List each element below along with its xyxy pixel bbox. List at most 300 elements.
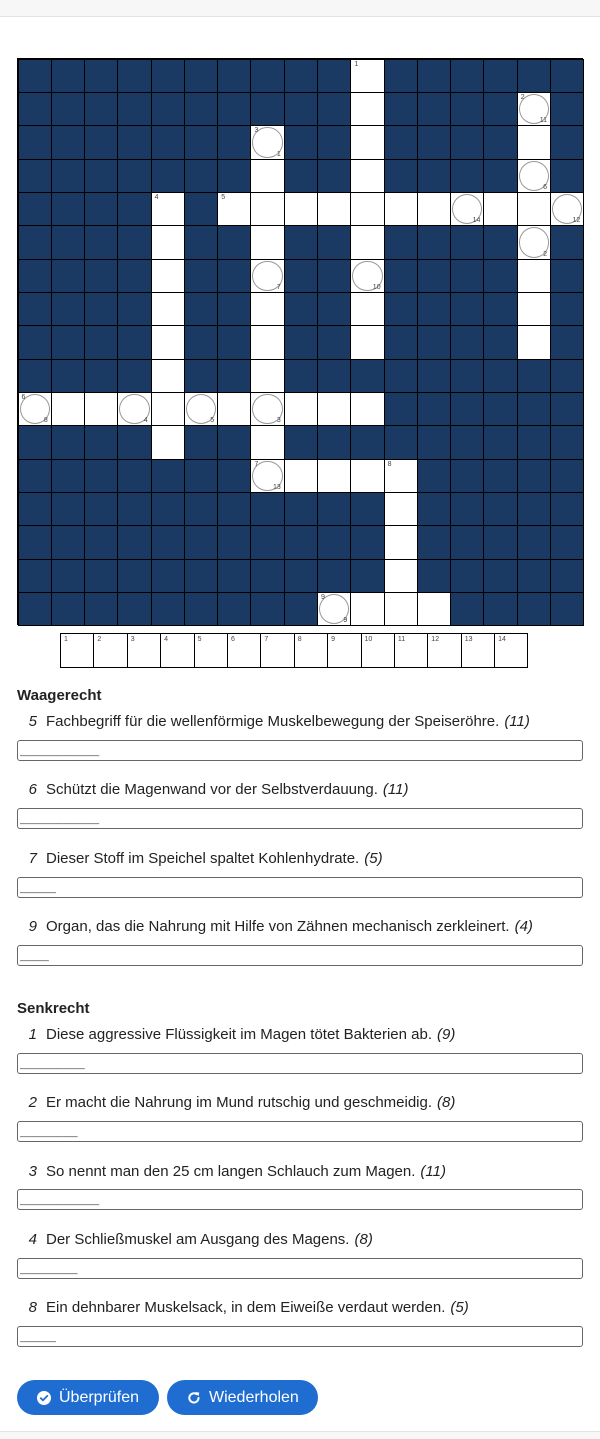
grid-block [51, 559, 85, 593]
solution-index: 7 [276, 283, 281, 291]
grid-block [350, 559, 384, 593]
solution-box[interactable] [160, 633, 194, 668]
grid-block [51, 292, 85, 326]
solution-index: 3 [276, 417, 281, 425]
check-button[interactable] [17, 1380, 159, 1415]
grid-cell[interactable] [517, 192, 551, 226]
clue-number-label: 1 [354, 60, 359, 68]
grid-block [117, 359, 151, 393]
grid-cell[interactable] [250, 159, 284, 193]
grid-block [284, 525, 318, 559]
grid-block [117, 192, 151, 226]
solution-index: 12 [572, 217, 581, 225]
grid-cell[interactable] [384, 192, 418, 226]
grid-cell[interactable] [151, 292, 185, 326]
grid-cell[interactable] [350, 125, 384, 159]
grid-block [550, 325, 584, 359]
clue-number: 2 [28, 1094, 37, 1111]
solution-index: 6 [543, 183, 547, 191]
grid-block [483, 392, 517, 426]
clue-across-9 [17, 918, 583, 935]
solution-index: 11 [539, 117, 547, 125]
clue-down-3 [17, 1163, 583, 1180]
grid-block [417, 425, 451, 459]
clue-text: Der Schließmuskel am Ausgang des Magens. [46, 1231, 350, 1248]
grid-block [450, 92, 484, 126]
solution-index: 5 [210, 417, 215, 425]
grid-block [417, 559, 451, 593]
grid-cell[interactable] [250, 459, 284, 493]
grid-cell[interactable] [317, 192, 351, 226]
grid-cell[interactable] [350, 592, 384, 626]
grid-block [450, 492, 484, 526]
grid-cell[interactable] [350, 159, 384, 193]
answer-input-down-8[interactable]: _____ [17, 1326, 583, 1347]
grid-block [417, 525, 451, 559]
grid-block [317, 325, 351, 359]
grid-block [217, 592, 251, 626]
grid-block [184, 425, 218, 459]
solution-box-number: 14 [498, 636, 506, 643]
grid-block [151, 525, 185, 559]
solution-index: 2 [543, 250, 547, 258]
clue-down-4 [17, 1231, 583, 1248]
grid-cell[interactable] [350, 225, 384, 259]
retry-button[interactable] [167, 1380, 318, 1415]
check-circle-icon [37, 1391, 51, 1405]
clue-number: 4 [28, 1231, 37, 1248]
grid-block [483, 125, 517, 159]
answer-input-across-9[interactable]: ____ [17, 945, 583, 966]
solution-box[interactable] [361, 633, 395, 668]
grid-block [217, 525, 251, 559]
grid-block [217, 325, 251, 359]
solution-box-number: 13 [464, 636, 473, 643]
grid-block [250, 59, 284, 93]
grid-block [84, 225, 118, 259]
grid-cell[interactable] [217, 192, 251, 226]
grid-cell[interactable] [151, 392, 185, 426]
grid-cell[interactable] [250, 425, 284, 459]
grid-block [217, 259, 251, 293]
grid-block [284, 592, 318, 626]
grid-cell[interactable] [151, 425, 185, 459]
solution-index: 9 [343, 617, 348, 625]
answer-input-down-1[interactable]: _________ [17, 1053, 583, 1074]
clue-number: 8 [28, 1299, 37, 1316]
grid-block [517, 492, 551, 526]
grid-block [184, 459, 218, 493]
grid-cell[interactable] [51, 392, 85, 426]
grid-cell[interactable] [284, 459, 318, 493]
grid-block [250, 592, 284, 626]
grid-block [284, 92, 318, 126]
answer-input-across-5[interactable]: ___________ [17, 740, 583, 761]
grid-block [84, 459, 118, 493]
grid-block [517, 392, 551, 426]
grid-cell[interactable] [384, 492, 418, 526]
grid-cell[interactable] [250, 192, 284, 226]
clue-number-label: 5 [221, 193, 226, 201]
grid-cell[interactable] [117, 392, 151, 426]
grid-cell[interactable] [317, 392, 351, 426]
grid-block [84, 259, 118, 293]
solution-box[interactable] [260, 633, 294, 668]
grid-block [483, 559, 517, 593]
grid-block [151, 459, 185, 493]
grid-block [550, 459, 584, 493]
solution-box[interactable] [294, 633, 328, 668]
grid-block [517, 592, 551, 626]
grid-block [184, 525, 218, 559]
grid-cell[interactable] [350, 192, 384, 226]
grid-block [450, 359, 484, 393]
grid-block [250, 559, 284, 593]
grid-block [483, 592, 517, 626]
clue-length: (5) [364, 850, 383, 867]
grid-block [284, 125, 318, 159]
grid-block [317, 259, 351, 293]
answer-input-across-6[interactable]: ___________ [17, 808, 583, 829]
grid-cell[interactable] [151, 225, 185, 259]
grid-block [51, 359, 85, 393]
grid-block [217, 425, 251, 459]
check-button-label: Überprüfen [59, 1388, 140, 1406]
grid-block [84, 159, 118, 193]
clue-number-label: 2 [520, 93, 525, 101]
grid-block [84, 592, 118, 626]
grid-block [517, 59, 551, 93]
grid-block [350, 492, 384, 526]
grid-cell[interactable] [284, 392, 318, 426]
grid-block [151, 59, 185, 93]
grid-block [284, 325, 318, 359]
grid-block [517, 525, 551, 559]
grid-block [51, 492, 85, 526]
grid-block [450, 592, 484, 626]
grid-block [18, 125, 52, 159]
solution-index: 4 [143, 417, 148, 425]
grid-block [483, 359, 517, 393]
solution-box[interactable] [194, 633, 228, 668]
grid-block [450, 525, 484, 559]
grid-block [417, 325, 451, 359]
grid-block [517, 359, 551, 393]
grid-block [117, 559, 151, 593]
grid-block [417, 59, 451, 93]
grid-block [151, 492, 185, 526]
clue-across-6 [17, 781, 583, 798]
grid-block [384, 59, 418, 93]
grid-block [550, 592, 584, 626]
clue-number: 1 [28, 1026, 37, 1043]
solution-box-number: 12 [431, 636, 440, 643]
grid-cell[interactable] [250, 392, 284, 426]
grid-block [284, 259, 318, 293]
solution-box[interactable] [127, 633, 161, 668]
grid-block [483, 259, 517, 293]
clue-number-label: 4 [154, 193, 159, 201]
grid-cell[interactable] [517, 259, 551, 293]
grid-cell[interactable] [250, 259, 284, 293]
grid-block [117, 592, 151, 626]
clue-number-label: 6 [21, 393, 26, 401]
clue-number: 5 [28, 713, 37, 730]
grid-block [450, 425, 484, 459]
grid-block [517, 459, 551, 493]
grid-cell[interactable] [151, 192, 185, 226]
grid-cell[interactable] [350, 92, 384, 126]
grid-cell[interactable] [350, 392, 384, 426]
grid-cell[interactable] [250, 359, 284, 393]
solution-index: 13 [272, 483, 281, 491]
grid-cell[interactable] [517, 92, 551, 126]
grid-block [417, 159, 451, 193]
clue-length: (11) [382, 781, 409, 798]
grid-block [450, 559, 484, 593]
grid-block [18, 325, 52, 359]
grid-block [51, 192, 85, 226]
grid-block [384, 425, 418, 459]
grid-block [450, 459, 484, 493]
solution-box[interactable] [327, 633, 361, 668]
grid-cell[interactable] [184, 392, 218, 426]
grid-block [18, 459, 52, 493]
grid-block [151, 125, 185, 159]
grid-block [284, 292, 318, 326]
answer-input-down-4[interactable]: ________ [17, 1258, 583, 1279]
clue-length: (8) [437, 1094, 456, 1111]
grid-block [51, 92, 85, 126]
grid-cell[interactable] [517, 125, 551, 159]
solution-box[interactable] [60, 633, 94, 668]
grid-cell[interactable] [550, 192, 584, 226]
grid-block [284, 559, 318, 593]
grid-block [550, 392, 584, 426]
grid-block [18, 359, 52, 393]
grid-block [550, 125, 584, 159]
grid-block [417, 459, 451, 493]
grid-block [550, 59, 584, 93]
clue-across-7 [17, 850, 583, 867]
grid-block [450, 392, 484, 426]
grid-block [18, 292, 52, 326]
grid-block [450, 225, 484, 259]
grid-block [217, 359, 251, 393]
grid-cell[interactable] [350, 259, 384, 293]
grid-block [417, 292, 451, 326]
grid-block [417, 359, 451, 393]
grid-block [84, 425, 118, 459]
grid-cell[interactable] [350, 459, 384, 493]
solution-box-number: 7 [264, 636, 269, 643]
clue-number: 6 [28, 781, 37, 798]
grid-block [450, 325, 484, 359]
grid-block [217, 459, 251, 493]
grid-block [483, 159, 517, 193]
grid-cell[interactable] [151, 359, 185, 393]
clue-across-5 [17, 713, 583, 730]
grid-block [217, 92, 251, 126]
clue-number-label: 9 [321, 594, 325, 601]
grid-block [350, 359, 384, 393]
grid-block [117, 159, 151, 193]
grid-block [117, 525, 151, 559]
grid-cell[interactable] [250, 325, 284, 359]
grid-block [284, 359, 318, 393]
redo-icon [187, 1391, 201, 1405]
grid-block [84, 125, 118, 159]
solution-box[interactable] [227, 633, 261, 668]
grid-block [550, 425, 584, 459]
clue-text: Dieser Stoff im Speichel spaltet Kohlenhydrate. [46, 850, 360, 867]
solution-box[interactable] [494, 633, 528, 668]
grid-block [217, 492, 251, 526]
grid-cell[interactable] [384, 592, 418, 626]
clue-text: Fachbegriff für die wellenförmige Muskelbewegung der Speiseröhre. [46, 713, 500, 730]
solution-box-number: 10 [364, 636, 373, 643]
solution-box-number: 5 [197, 636, 202, 643]
grid-cell[interactable] [250, 125, 284, 159]
grid-block [51, 325, 85, 359]
grid-block [18, 159, 52, 193]
grid-block [450, 259, 484, 293]
clue-text: Organ, das die Nahrung mit Hilfe von Zähnen mechanisch zerkleinert. [46, 918, 510, 935]
grid-block [18, 192, 52, 226]
grid-block [51, 59, 85, 93]
grid-cell[interactable] [217, 392, 251, 426]
grid-cell[interactable] [151, 259, 185, 293]
solution-box-number: 11 [397, 636, 406, 643]
solution-box-number: 4 [164, 636, 169, 643]
grid-cell[interactable] [151, 325, 185, 359]
clue-text: Diese aggressive Flüssigkeit im Magen tötet Bakterien ab. [46, 1026, 433, 1043]
answer-input-across-7[interactable]: _____ [17, 877, 583, 898]
grid-block [217, 59, 251, 93]
grid-block [184, 325, 218, 359]
solution-index: 14 [472, 217, 481, 225]
grid-block [483, 525, 517, 559]
grid-block [317, 492, 351, 526]
clue-length: (11) [420, 1163, 446, 1180]
clue-down-8 [17, 1299, 583, 1316]
grid-block [18, 425, 52, 459]
grid-cell[interactable] [350, 292, 384, 326]
grid-block [184, 159, 218, 193]
grid-block [184, 592, 218, 626]
grid-cell[interactable] [417, 592, 451, 626]
grid-block [384, 259, 418, 293]
clue-number-label: 8 [387, 460, 392, 468]
grid-block [317, 225, 351, 259]
grid-cell[interactable] [517, 159, 551, 193]
solution-box[interactable] [427, 633, 461, 668]
grid-block [450, 292, 484, 326]
grid-cell[interactable] [250, 225, 284, 259]
solution-box[interactable] [394, 633, 428, 668]
solution-index: 8 [43, 417, 48, 425]
grid-block [51, 592, 85, 626]
grid-block [84, 59, 118, 93]
grid-block [317, 559, 351, 593]
grid-block [151, 559, 185, 593]
grid-block [117, 325, 151, 359]
grid-block [117, 292, 151, 326]
grid-cell[interactable] [317, 459, 351, 493]
grid-cell[interactable] [284, 192, 318, 226]
grid-block [317, 59, 351, 93]
grid-block [483, 59, 517, 93]
grid-block [317, 125, 351, 159]
retry-button-label: Wiederholen [209, 1388, 299, 1406]
grid-block [550, 559, 584, 593]
grid-block [550, 259, 584, 293]
grid-block [217, 292, 251, 326]
solution-box[interactable] [461, 633, 495, 668]
grid-block [117, 459, 151, 493]
grid-block [350, 525, 384, 559]
grid-block [184, 492, 218, 526]
grid-block [51, 259, 85, 293]
grid-cell[interactable] [250, 292, 284, 326]
grid-cell[interactable] [517, 325, 551, 359]
grid-cell[interactable] [384, 459, 418, 493]
solution-box-number: 3 [130, 636, 135, 643]
grid-cell[interactable] [517, 292, 551, 326]
grid-block [18, 559, 52, 593]
grid-cell[interactable] [450, 192, 484, 226]
grid-cell[interactable] [317, 592, 351, 626]
grid-block [417, 392, 451, 426]
grid-cell[interactable] [384, 525, 418, 559]
answer-input-down-2[interactable]: ________ [17, 1121, 583, 1142]
grid-cell[interactable] [84, 392, 118, 426]
grid-cell[interactable] [483, 192, 517, 226]
grid-block [517, 559, 551, 593]
grid-block [317, 292, 351, 326]
grid-block [450, 59, 484, 93]
clue-text: So nennt man den 25 cm langen Schlauch zum Magen. [46, 1163, 416, 1180]
grid-block [317, 525, 351, 559]
solution-box-number: 9 [331, 636, 336, 643]
grid-block [284, 492, 318, 526]
grid-block [317, 425, 351, 459]
solution-box[interactable] [93, 633, 127, 668]
grid-block [184, 259, 218, 293]
grid-block [550, 225, 584, 259]
grid-block [84, 92, 118, 126]
grid-block [18, 492, 52, 526]
grid-block [18, 92, 52, 126]
grid-cell[interactable] [350, 59, 384, 93]
grid-block [151, 92, 185, 126]
grid-block [384, 92, 418, 126]
grid-block [184, 192, 218, 226]
grid-cell[interactable] [350, 325, 384, 359]
answer-input-down-3[interactable]: ___________ [17, 1189, 583, 1210]
clue-length: (5) [450, 1299, 469, 1316]
grid-block [151, 159, 185, 193]
grid-block [384, 392, 418, 426]
grid-cell[interactable] [417, 192, 451, 226]
grid-block [84, 292, 118, 326]
grid-block [250, 525, 284, 559]
grid-block [18, 592, 52, 626]
grid-cell[interactable] [517, 225, 551, 259]
grid-cell[interactable] [18, 392, 52, 426]
grid-cell[interactable] [384, 559, 418, 593]
grid-block [117, 425, 151, 459]
